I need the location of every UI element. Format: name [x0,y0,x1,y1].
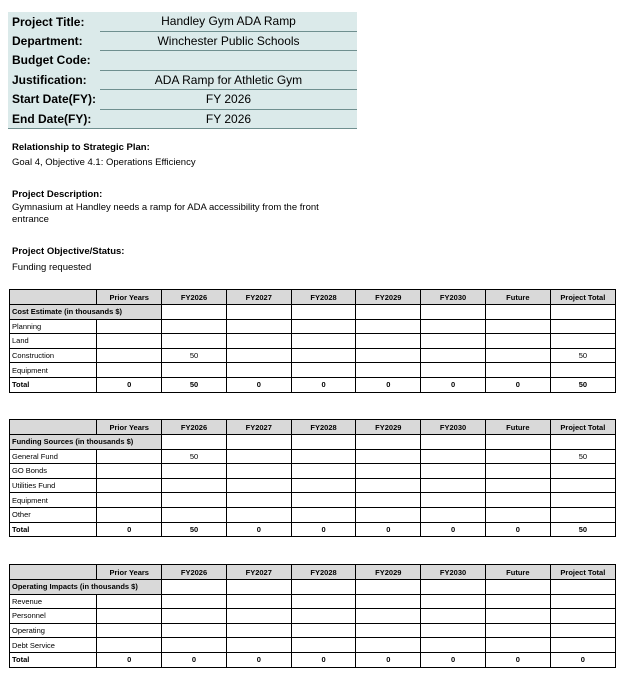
section-title-row [10,435,616,450]
value-cell [550,638,615,653]
value-cell [550,478,615,493]
empty-cell [485,580,550,595]
info-value: Handley Gym ADA Ramp [100,12,357,31]
row-label: Revenue [10,594,97,609]
column-header-row [10,420,616,435]
section-title: Operating Impacts (in thousands $) [10,580,162,595]
info-label: Start Date(FY): [8,90,100,110]
total-label: Total [10,652,97,667]
column-header: Project Total [550,420,615,435]
value-cell [291,478,356,493]
value-cell [291,464,356,479]
value-cell [356,334,421,349]
value-cell [226,449,291,464]
value-cell [485,363,550,378]
table-row [10,594,616,609]
column-header: Future [485,420,550,435]
row-label: Operating [10,623,97,638]
value-cell: 50 [550,348,615,363]
total-cell: 0 [97,377,162,392]
table-row [10,623,616,638]
total-cell: 0 [97,522,162,537]
value-cell [485,493,550,508]
value-cell [550,334,615,349]
value-cell [291,363,356,378]
empty-cell [291,435,356,450]
row-label: Land [10,334,97,349]
value-cell [550,493,615,508]
column-header-row [10,565,616,580]
value-cell [421,464,486,479]
value-cell [162,623,227,638]
column-header: FY2029 [356,565,421,580]
total-row [10,652,616,667]
row-label: Utilities Fund [10,478,97,493]
value-cell [550,507,615,522]
value-cell [291,507,356,522]
total-row [10,522,616,537]
value-cell [291,623,356,638]
value-cell [421,478,486,493]
total-cell: 0 [226,652,291,667]
info-row [8,12,357,31]
value-cell [550,464,615,479]
value-cell [356,449,421,464]
total-cell: 0 [226,522,291,537]
value-cell [97,594,162,609]
funding-sources-table [9,419,616,537]
value-cell [97,609,162,624]
total-label: Total [10,377,97,392]
total-cell: 0 [356,522,421,537]
value-cell [291,638,356,653]
table-row [10,449,616,464]
value-cell [226,464,291,479]
total-cell: 0 [226,377,291,392]
value-cell [485,638,550,653]
value-cell [162,363,227,378]
value-cell [226,638,291,653]
total-label: Total [10,522,97,537]
row-label: Equipment [10,493,97,508]
value-cell [97,348,162,363]
value-cell [421,319,486,334]
empty-cell [485,305,550,320]
value-cell [97,319,162,334]
value-cell [485,319,550,334]
column-header: Future [485,565,550,580]
info-label: End Date(FY): [8,109,100,129]
value-cell [162,478,227,493]
value-cell [485,609,550,624]
value-cell [226,334,291,349]
column-header: FY2026 [162,420,227,435]
value-cell [356,507,421,522]
value-cell [550,363,615,378]
total-cell: 0 [485,652,550,667]
value-cell [421,493,486,508]
total-cell: 0 [421,522,486,537]
empty-cell [485,435,550,450]
table-row [10,507,616,522]
value-cell [356,319,421,334]
info-value: FY 2026 [100,109,357,129]
info-value: FY 2026 [100,90,357,110]
table-row [10,348,616,363]
value-cell [162,334,227,349]
value-cell [291,609,356,624]
total-cell: 0 [421,652,486,667]
total-cell: 0 [421,377,486,392]
column-header: FY2028 [291,420,356,435]
value-cell [226,594,291,609]
empty-cell [291,305,356,320]
total-cell: 0 [485,522,550,537]
value-cell [550,319,615,334]
value-cell: 50 [550,449,615,464]
row-label: GO Bonds [10,464,97,479]
value-cell [162,638,227,653]
value-cell [162,594,227,609]
value-cell [421,623,486,638]
value-cell [97,493,162,508]
column-header: FY2029 [356,290,421,305]
total-cell: 50 [162,522,227,537]
row-label: Personnel [10,609,97,624]
blank-header-cell [10,420,97,435]
cost-estimate-table [9,289,616,393]
column-header: FY2028 [291,565,356,580]
column-header: FY2027 [226,565,291,580]
value-cell [291,334,356,349]
column-header: FY2028 [291,290,356,305]
info-label: Budget Code: [8,51,100,71]
value-cell [291,449,356,464]
total-cell: 0 [550,652,615,667]
value-cell [162,464,227,479]
project-description-text: Gymnasium at Handley needs a ramp for ADA accessibility from the front entrance [12,202,319,225]
value-cell [97,478,162,493]
empty-cell [421,580,486,595]
column-header-row [10,290,616,305]
value-cell [226,493,291,508]
row-label: Debt Service [10,638,97,653]
total-cell: 0 [356,377,421,392]
project-objective-text: Funding requested [12,262,92,273]
total-cell: 0 [485,377,550,392]
info-row [8,51,357,71]
info-row [8,90,357,110]
column-header: Prior Years [97,290,162,305]
value-cell [485,594,550,609]
empty-cell [356,580,421,595]
table-row [10,638,616,653]
project-info-table [8,12,357,129]
table-row [10,478,616,493]
column-header: Project Total [550,565,615,580]
value-cell [356,638,421,653]
value-cell: 50 [162,449,227,464]
value-cell [421,507,486,522]
operating-impacts-table [9,564,616,668]
info-value: Winchester Public Schools [100,31,357,51]
empty-cell [291,580,356,595]
value-cell [226,478,291,493]
empty-cell [550,435,615,450]
empty-cell [226,435,291,450]
value-cell [291,594,356,609]
value-cell [421,609,486,624]
info-row [8,31,357,51]
column-header: FY2026 [162,565,227,580]
value-cell [356,464,421,479]
value-cell [291,493,356,508]
project-description-heading: Project Description: [12,189,103,200]
value-cell [485,334,550,349]
total-cell: 50 [550,377,615,392]
info-row [8,70,357,90]
info-value [100,51,357,71]
empty-cell [421,305,486,320]
blank-header-cell [10,290,97,305]
row-label: Other [10,507,97,522]
value-cell [421,449,486,464]
row-label: Construction [10,348,97,363]
total-cell: 0 [291,652,356,667]
value-cell [356,363,421,378]
total-row [10,377,616,392]
info-value: ADA Ramp for Athletic Gym [100,70,357,90]
table-row [10,319,616,334]
value-cell [485,478,550,493]
table-row [10,609,616,624]
value-cell [97,464,162,479]
empty-cell [226,580,291,595]
column-header: FY2027 [226,290,291,305]
value-cell [421,638,486,653]
value-cell [226,507,291,522]
value-cell [97,638,162,653]
project-objective-heading: Project Objective/Status: [12,246,125,257]
column-header: FY2027 [226,420,291,435]
empty-cell [550,305,615,320]
value-cell [356,623,421,638]
empty-cell [162,435,227,450]
value-cell [226,623,291,638]
table-row [10,493,616,508]
total-cell: 50 [162,377,227,392]
section-title-row [10,580,616,595]
value-cell [421,348,486,363]
value-cell [97,449,162,464]
value-cell [421,363,486,378]
empty-cell [550,580,615,595]
column-header: Project Total [550,290,615,305]
value-cell [162,507,227,522]
total-cell: 0 [97,652,162,667]
empty-cell [356,305,421,320]
empty-cell [226,305,291,320]
section-title-row [10,305,616,320]
value-cell [485,464,550,479]
value-cell [356,609,421,624]
info-label: Department: [8,31,100,51]
row-label: General Fund [10,449,97,464]
value-cell [97,507,162,522]
value-cell [421,594,486,609]
row-label: Equipment [10,363,97,378]
value-cell [226,319,291,334]
value-cell [356,594,421,609]
empty-cell [162,305,227,320]
value-cell [550,609,615,624]
empty-cell [421,435,486,450]
value-cell [356,348,421,363]
value-cell [291,319,356,334]
total-cell: 0 [356,652,421,667]
blank-header-cell [10,565,97,580]
total-cell: 50 [550,522,615,537]
column-header: Prior Years [97,565,162,580]
value-cell [97,623,162,638]
column-header: FY2030 [421,290,486,305]
value-cell [162,609,227,624]
total-cell: 0 [291,377,356,392]
table-row [10,464,616,479]
row-label: Planning [10,319,97,334]
value-cell [356,478,421,493]
value-cell [550,623,615,638]
value-cell: 50 [162,348,227,363]
column-header: Prior Years [97,420,162,435]
value-cell [485,348,550,363]
table-row [10,334,616,349]
info-label: Justification: [8,70,100,90]
value-cell [356,493,421,508]
column-header: Future [485,290,550,305]
strategic-plan-text: Goal 4, Objective 4.1: Operations Efficiency [12,157,196,168]
column-header: FY2030 [421,565,486,580]
value-cell [97,334,162,349]
value-cell [226,363,291,378]
total-cell: 0 [291,522,356,537]
value-cell [226,609,291,624]
value-cell [550,594,615,609]
value-cell [162,493,227,508]
column-header: FY2029 [356,420,421,435]
value-cell [97,363,162,378]
section-title: Funding Sources (in thousands $) [10,435,162,450]
value-cell [291,348,356,363]
column-header: FY2030 [421,420,486,435]
value-cell [226,348,291,363]
strategic-plan-heading: Relationship to Strategic Plan: [12,142,150,153]
table-row [10,363,616,378]
info-label: Project Title: [8,12,100,31]
value-cell [485,623,550,638]
info-row [8,109,357,129]
section-title: Cost Estimate (in thousands $) [10,305,162,320]
value-cell [162,319,227,334]
value-cell [485,507,550,522]
total-cell: 0 [162,652,227,667]
empty-cell [162,580,227,595]
value-cell [485,449,550,464]
value-cell [421,334,486,349]
column-header: FY2026 [162,290,227,305]
empty-cell [356,435,421,450]
